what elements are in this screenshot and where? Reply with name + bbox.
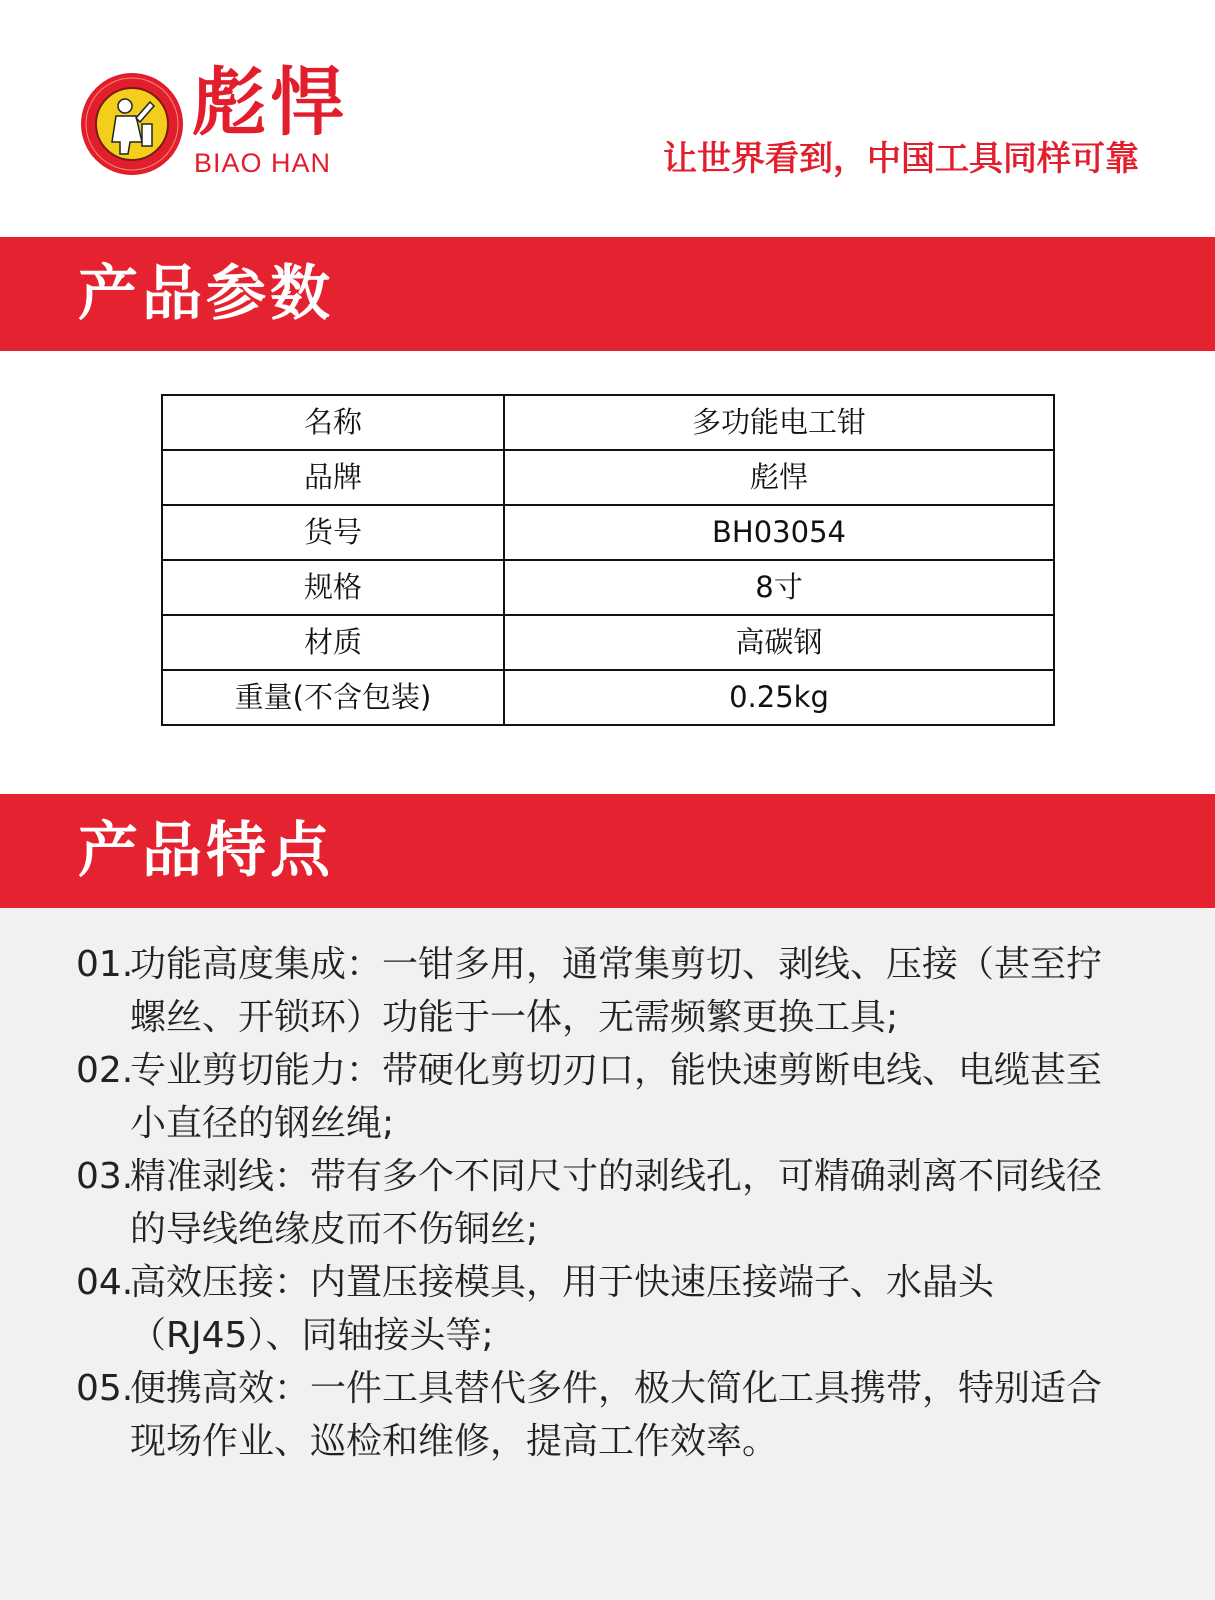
spec-value: 多功能电工钳 — [504, 395, 1054, 450]
table-row — [162, 560, 1054, 615]
list-item — [76, 1362, 1136, 1468]
brand-seal-icon — [80, 72, 184, 176]
header — [0, 0, 1215, 237]
spec-key: 货号 — [162, 505, 504, 560]
feature-number: 05. — [76, 1368, 134, 1409]
list-item — [76, 1044, 1136, 1150]
params-banner — [0, 237, 1215, 351]
slogan: 让世界看到，中国工具同样可靠 — [663, 139, 1139, 179]
table-row — [162, 395, 1054, 450]
table-row — [162, 670, 1054, 725]
spec-value: 0.25kg — [504, 670, 1054, 725]
brand-name-cn: 彪悍 — [192, 60, 348, 146]
spec-value: BH03054 — [504, 505, 1054, 560]
feature-list — [76, 938, 1136, 1468]
table-row — [162, 505, 1054, 560]
params-section — [0, 351, 1215, 794]
feature-text: 便携高效：一件工具替代多件，极大简化工具携带，特别适合现场作业、巡检和维修，提高工作效率。 — [130, 1368, 1103, 1462]
spec-value: 彪悍 — [504, 450, 1054, 505]
feature-text: 精准剥线：带有多个不同尺寸的剥线孔，可精确剥离不同线径的导线绝缘皮而不伤铜丝; — [130, 1156, 1103, 1250]
spec-key: 品牌 — [162, 450, 504, 505]
feature-number: 04. — [76, 1262, 134, 1303]
table-row — [162, 450, 1054, 505]
spec-key: 名称 — [162, 395, 504, 450]
list-item — [76, 938, 1136, 1044]
feature-text: 功能高度集成：一钳多用，通常集剪切、剥线、压接（甚至拧螺丝、开锁环）功能于一体，无需频繁更换工具; — [130, 944, 1103, 1038]
spec-key: 材质 — [162, 615, 504, 670]
spec-table — [161, 394, 1055, 726]
brand-name-en: BIAO HAN — [194, 148, 332, 178]
feature-text: 高效压接：内置压接模具，用于快速压接端子、水晶头（RJ45）、同轴接头等; — [130, 1262, 995, 1356]
feature-number: 03. — [76, 1156, 134, 1197]
feature-text: 专业剪切能力：带硬化剪切刃口，能快速剪断电线、电缆甚至小直径的钢丝绳; — [130, 1050, 1103, 1144]
features-section — [0, 908, 1215, 1600]
features-title: 产品特点 — [78, 816, 334, 886]
list-item — [76, 1256, 1136, 1362]
list-item — [76, 1150, 1136, 1256]
features-banner — [0, 794, 1215, 908]
feature-number: 01. — [76, 944, 134, 985]
spec-value: 8寸 — [504, 560, 1054, 615]
spec-value: 高碳钢 — [504, 615, 1054, 670]
params-title: 产品参数 — [78, 259, 334, 329]
table-row — [162, 615, 1054, 670]
feature-number: 02. — [76, 1050, 134, 1091]
spec-key: 规格 — [162, 560, 504, 615]
spec-key: 重量(不含包装) — [162, 670, 504, 725]
